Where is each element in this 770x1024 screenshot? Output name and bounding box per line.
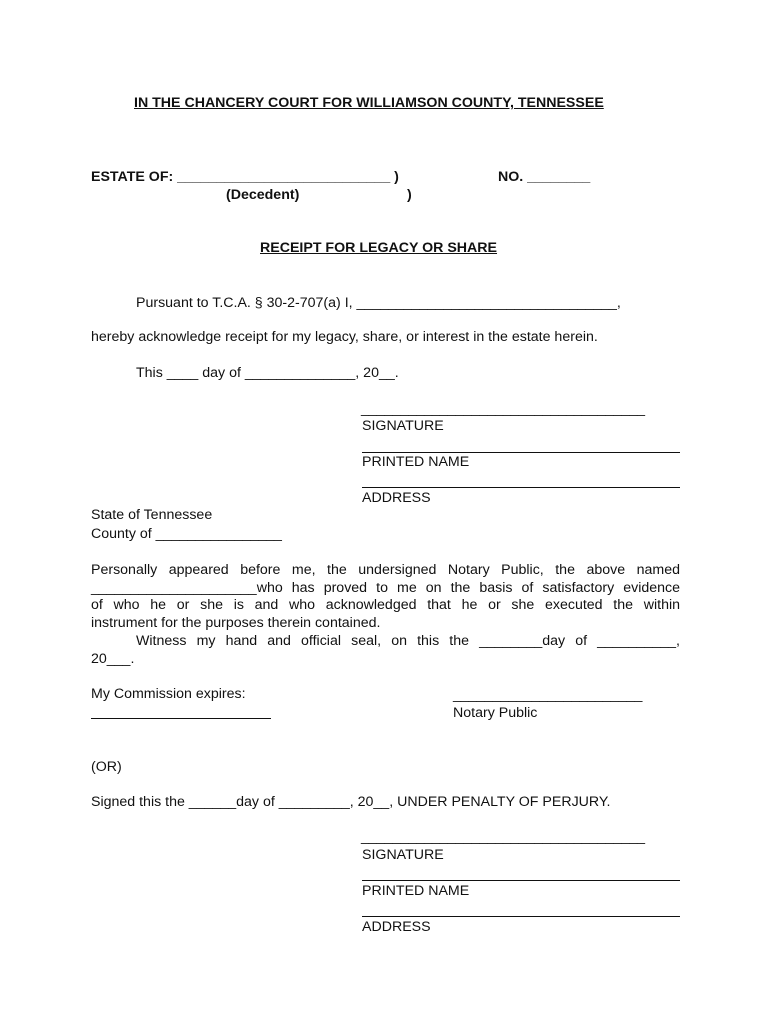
printed-name-rule bbox=[362, 452, 680, 453]
address-rule bbox=[362, 487, 680, 488]
notary-signature-line: ________________________ bbox=[453, 687, 643, 703]
commission-label: My Commission expires: bbox=[91, 686, 246, 702]
notary-state: State of Tennessee bbox=[91, 507, 213, 523]
notary-paragraph-line: _____________________who has proved to me on the basis of satisfactory evidence bbox=[91, 580, 680, 596]
address-label: ADDRESS bbox=[362, 919, 431, 935]
date-line: This ____ day of ______________, 20__. bbox=[136, 365, 399, 381]
witness-year-line: 20___. bbox=[91, 651, 135, 667]
notary-county: County of ________________ bbox=[91, 526, 282, 542]
case-number: NO. ________ bbox=[498, 169, 591, 185]
caption-paren: ) bbox=[407, 187, 412, 203]
printed-name-rule bbox=[362, 880, 680, 881]
or-label: (OR) bbox=[91, 759, 122, 775]
perjury-line: Signed this the ______day of _________, 20__, UNDER PENALTY OF PERJURY. bbox=[91, 794, 611, 810]
notary-paragraph-line: of who he or she is and who acknowledged that he or she executed the within bbox=[91, 597, 680, 613]
address-label: ADDRESS bbox=[362, 490, 431, 506]
printed-name-label: PRINTED NAME bbox=[362, 883, 470, 899]
acknowledge-line: hereby acknowledge receipt for my legacy, share, or interest in the estate herein. bbox=[91, 329, 598, 345]
estate-of-line: ESTATE OF: ___________________________ ) bbox=[91, 169, 399, 185]
court-title: IN THE CHANCERY COURT FOR WILLIAMSON COUNTY, TENNESSEE bbox=[134, 95, 604, 111]
signature-line: ____________________________________ bbox=[361, 829, 646, 845]
printed-name-label: PRINTED NAME bbox=[362, 454, 470, 470]
pursuant-line: Pursuant to T.C.A. § 30-2-707(a) I, _________________________________, bbox=[136, 295, 621, 311]
address-rule bbox=[362, 916, 680, 917]
document-title: RECEIPT FOR LEGACY OR SHARE bbox=[260, 240, 498, 256]
signature-label: SIGNATURE bbox=[362, 847, 444, 863]
commission-rule bbox=[91, 718, 271, 719]
decedent-label: (Decedent) bbox=[226, 187, 300, 203]
notary-paragraph-line: instrument for the purposes therein contained. bbox=[91, 615, 381, 631]
notary-public-label: Notary Public bbox=[453, 705, 538, 721]
witness-line: Witness my hand and official seal, on this the ________day of __________, bbox=[136, 633, 680, 649]
notary-paragraph-line: Personally appeared before me, the undersigned Notary Public, the above named bbox=[91, 562, 680, 578]
signature-label: SIGNATURE bbox=[362, 418, 444, 434]
signature-line: ____________________________________ bbox=[361, 401, 646, 417]
